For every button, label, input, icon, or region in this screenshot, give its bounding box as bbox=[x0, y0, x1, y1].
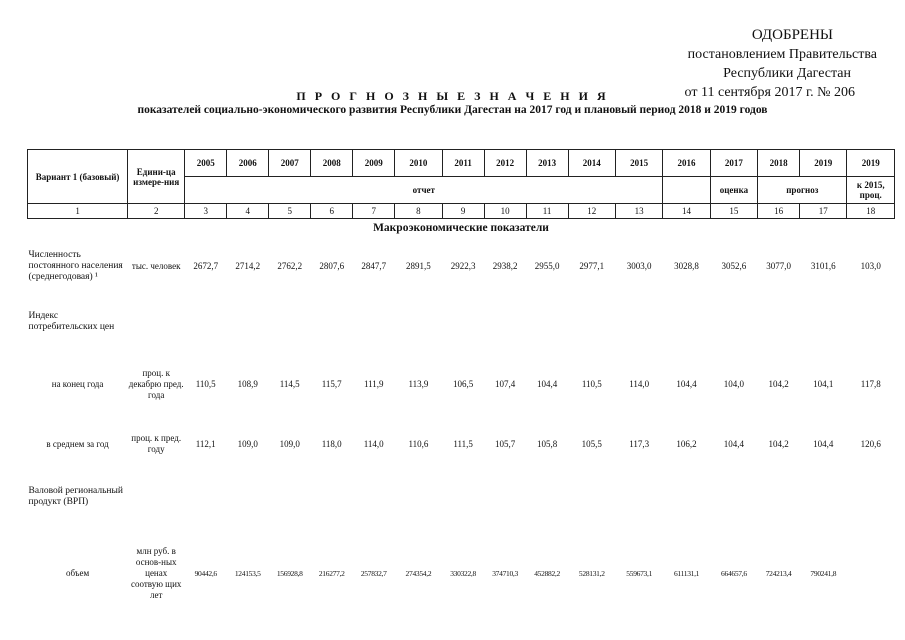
value-cell: 2922,3 bbox=[450, 261, 476, 271]
value-cell: 104,4 bbox=[676, 379, 697, 389]
value-cell: 104,4 bbox=[536, 379, 558, 389]
header-year: 2015 bbox=[615, 150, 662, 177]
header-vs-2015: к 2015, проц. bbox=[847, 177, 895, 204]
value-cell: 2891,5 bbox=[406, 261, 431, 271]
value-cell: 452882,2 bbox=[534, 568, 560, 578]
value-cell: 611131,1 bbox=[673, 568, 700, 578]
header-year: 2018 bbox=[758, 150, 800, 177]
document-subtitle: показателей социально-экономического развития Республики Дагестан на 2017 год и плановый период 2018 и 2019 годов bbox=[137, 104, 768, 116]
column-number: 1 bbox=[28, 204, 128, 219]
section-title: Макроэкономические показатели bbox=[373, 222, 549, 234]
value-cell: 105,5 bbox=[581, 439, 602, 449]
value-cell: 110,5 bbox=[581, 379, 602, 389]
value-cell: 114,0 bbox=[629, 379, 650, 389]
value-cell: 104,4 bbox=[813, 439, 834, 449]
header-year: 2007 bbox=[269, 150, 311, 177]
approval-line-republic: Республики Дагестан bbox=[723, 66, 851, 81]
value-cell: 3077,0 bbox=[766, 261, 791, 271]
empty-cells bbox=[128, 469, 895, 525]
header-report: отчет bbox=[185, 177, 663, 204]
header-year: 2006 bbox=[227, 150, 269, 177]
value-cell: 2955,0 bbox=[534, 261, 560, 271]
value-cell: 559673,1 bbox=[626, 568, 653, 578]
indicator-name: Численность постоянного населения (среднегодовая) ¹ bbox=[28, 249, 123, 282]
approval-line-date: от 11 сентября 2017 г. № 206 bbox=[684, 85, 855, 100]
row-cpi-header bbox=[28, 295, 895, 349]
value-cell: 117,3 bbox=[629, 439, 650, 449]
column-number: 2 bbox=[128, 204, 185, 219]
header-row-years bbox=[28, 150, 895, 177]
value-cell: 156928,8 bbox=[276, 568, 303, 578]
row-grp-volume bbox=[28, 525, 895, 621]
document-title: П Р О Г Н О З Н Ы Е З Н А Ч Е Н И Я bbox=[296, 89, 609, 103]
header-year: 2012 bbox=[484, 150, 526, 177]
column-number: 5 bbox=[269, 204, 311, 219]
value-cell: 113,9 bbox=[408, 379, 429, 389]
value-cell: 2807,6 bbox=[319, 261, 345, 271]
value-cell: 105,7 bbox=[494, 439, 516, 449]
value-cell: 104,0 bbox=[723, 379, 745, 389]
header-year: 2019 bbox=[847, 150, 895, 177]
indicator-unit: тыс. человек bbox=[131, 260, 181, 271]
column-number: 10 bbox=[484, 204, 526, 219]
value-cell: 110,6 bbox=[408, 439, 429, 449]
column-number: 4 bbox=[227, 204, 269, 219]
value-cell: 104,4 bbox=[723, 439, 745, 449]
header-unit: Едини-ца измере-ния bbox=[128, 150, 185, 204]
column-number: 17 bbox=[800, 204, 847, 219]
value-cell: 374710,3 bbox=[492, 568, 518, 578]
value-cell: 2762,2 bbox=[277, 261, 303, 271]
value-cell: 90442,6 bbox=[194, 568, 217, 578]
value-cell: 104,2 bbox=[768, 439, 789, 449]
column-number: 14 bbox=[663, 204, 710, 219]
column-number: 11 bbox=[526, 204, 568, 219]
column-number: 7 bbox=[353, 204, 395, 219]
header-empty-2016 bbox=[663, 177, 710, 204]
header-estimate: оценка bbox=[710, 177, 757, 204]
value-cell: 3028,8 bbox=[674, 261, 699, 271]
value-cell: 120,6 bbox=[860, 439, 881, 449]
value-cell: 330322,8 bbox=[450, 568, 476, 578]
value-cell: 257832,7 bbox=[360, 568, 387, 578]
value-cell: 106,2 bbox=[676, 439, 697, 449]
header-year: 2010 bbox=[395, 150, 442, 177]
column-number: 18 bbox=[847, 204, 895, 219]
indicator-name: объем bbox=[65, 568, 90, 578]
value-cell: 790241,8 bbox=[810, 568, 837, 578]
header-variant: Вариант 1 (базовый) bbox=[28, 150, 128, 204]
value-cell: 2672,7 bbox=[193, 261, 219, 271]
value-cell: 216277,2 bbox=[318, 568, 345, 578]
value-cell: 106,5 bbox=[452, 379, 474, 389]
indicator-unit: проц. к пред. году bbox=[131, 433, 182, 454]
header-year: 2009 bbox=[353, 150, 395, 177]
forecast-table bbox=[27, 149, 895, 621]
value-cell: 115,7 bbox=[321, 379, 342, 389]
column-number: 3 bbox=[185, 204, 227, 219]
value-cell: 114,0 bbox=[363, 439, 384, 449]
header-year: 2011 bbox=[442, 150, 484, 177]
section-row bbox=[28, 219, 895, 238]
value-cell: 110,5 bbox=[195, 379, 216, 389]
value-cell: 2938,2 bbox=[492, 261, 518, 271]
row-cpi-average bbox=[28, 419, 895, 469]
value-cell: 107,4 bbox=[494, 379, 516, 389]
value-cell bbox=[847, 525, 895, 621]
indicator-name: в среднем за год bbox=[46, 439, 109, 449]
value-cell: 112,1 bbox=[195, 439, 216, 449]
header-year: 2017 bbox=[710, 150, 757, 177]
column-number: 13 bbox=[615, 204, 662, 219]
value-cell: 3003,0 bbox=[626, 261, 652, 271]
indicator-unit: проц. к декабрю пред. года bbox=[128, 367, 184, 400]
indicator-unit: млн руб. в основ-ных ценах соотвую щих лет bbox=[130, 545, 182, 600]
indicator-name: Индекс потребительских цен bbox=[28, 311, 115, 332]
header-year: 2014 bbox=[568, 150, 615, 177]
value-cell: 108,9 bbox=[237, 379, 258, 389]
value-cell: 2847,7 bbox=[361, 261, 387, 271]
value-cell: 114,5 bbox=[279, 379, 300, 389]
value-cell: 118,0 bbox=[321, 439, 342, 449]
header-row-numbers bbox=[28, 204, 895, 219]
value-cell: 124153,5 bbox=[234, 568, 261, 578]
value-cell: 109,0 bbox=[279, 439, 300, 449]
column-number: 6 bbox=[311, 204, 353, 219]
header-year: 2013 bbox=[526, 150, 568, 177]
value-cell: 724213,4 bbox=[765, 568, 792, 578]
value-cell: 3052,6 bbox=[721, 261, 747, 271]
header-year: 2019 bbox=[800, 150, 847, 177]
value-cell: 104,2 bbox=[768, 379, 789, 389]
column-number: 15 bbox=[710, 204, 757, 219]
header-year: 2008 bbox=[311, 150, 353, 177]
row-population bbox=[28, 237, 895, 295]
value-cell: 2977,1 bbox=[579, 261, 605, 271]
value-cell: 105,8 bbox=[536, 439, 558, 449]
row-grp-header bbox=[28, 469, 895, 525]
header-forecast: прогноз bbox=[758, 177, 847, 204]
value-cell: 111,9 bbox=[363, 379, 384, 389]
header-year: 2016 bbox=[663, 150, 710, 177]
value-cell: 104,1 bbox=[813, 379, 834, 389]
value-cell: 111,5 bbox=[453, 439, 473, 449]
column-number: 9 bbox=[442, 204, 484, 219]
approval-line-resolution: постановлением Правительства bbox=[687, 47, 877, 62]
value-cell: 664657,6 bbox=[721, 568, 747, 578]
column-number: 8 bbox=[395, 204, 442, 219]
approval-line-approved: ОДОБРЕНЫ bbox=[751, 27, 833, 43]
row-cpi-end-of-year bbox=[28, 349, 895, 419]
value-cell: 528131,2 bbox=[578, 568, 605, 578]
indicator-name: Валовой региональный продукт (ВРП) bbox=[28, 486, 123, 507]
value-cell: 117,8 bbox=[860, 379, 881, 389]
header-year: 2005 bbox=[185, 150, 227, 177]
empty-cells bbox=[128, 295, 895, 349]
value-cell: 103,0 bbox=[860, 261, 881, 271]
value-cell: 2714,2 bbox=[235, 261, 261, 271]
value-cell: 3101,6 bbox=[810, 261, 836, 271]
column-number: 12 bbox=[568, 204, 615, 219]
value-cell: 109,0 bbox=[237, 439, 258, 449]
indicator-name: на конец года bbox=[51, 379, 104, 389]
column-number: 16 bbox=[758, 204, 800, 219]
value-cell: 274354,2 bbox=[405, 568, 432, 578]
